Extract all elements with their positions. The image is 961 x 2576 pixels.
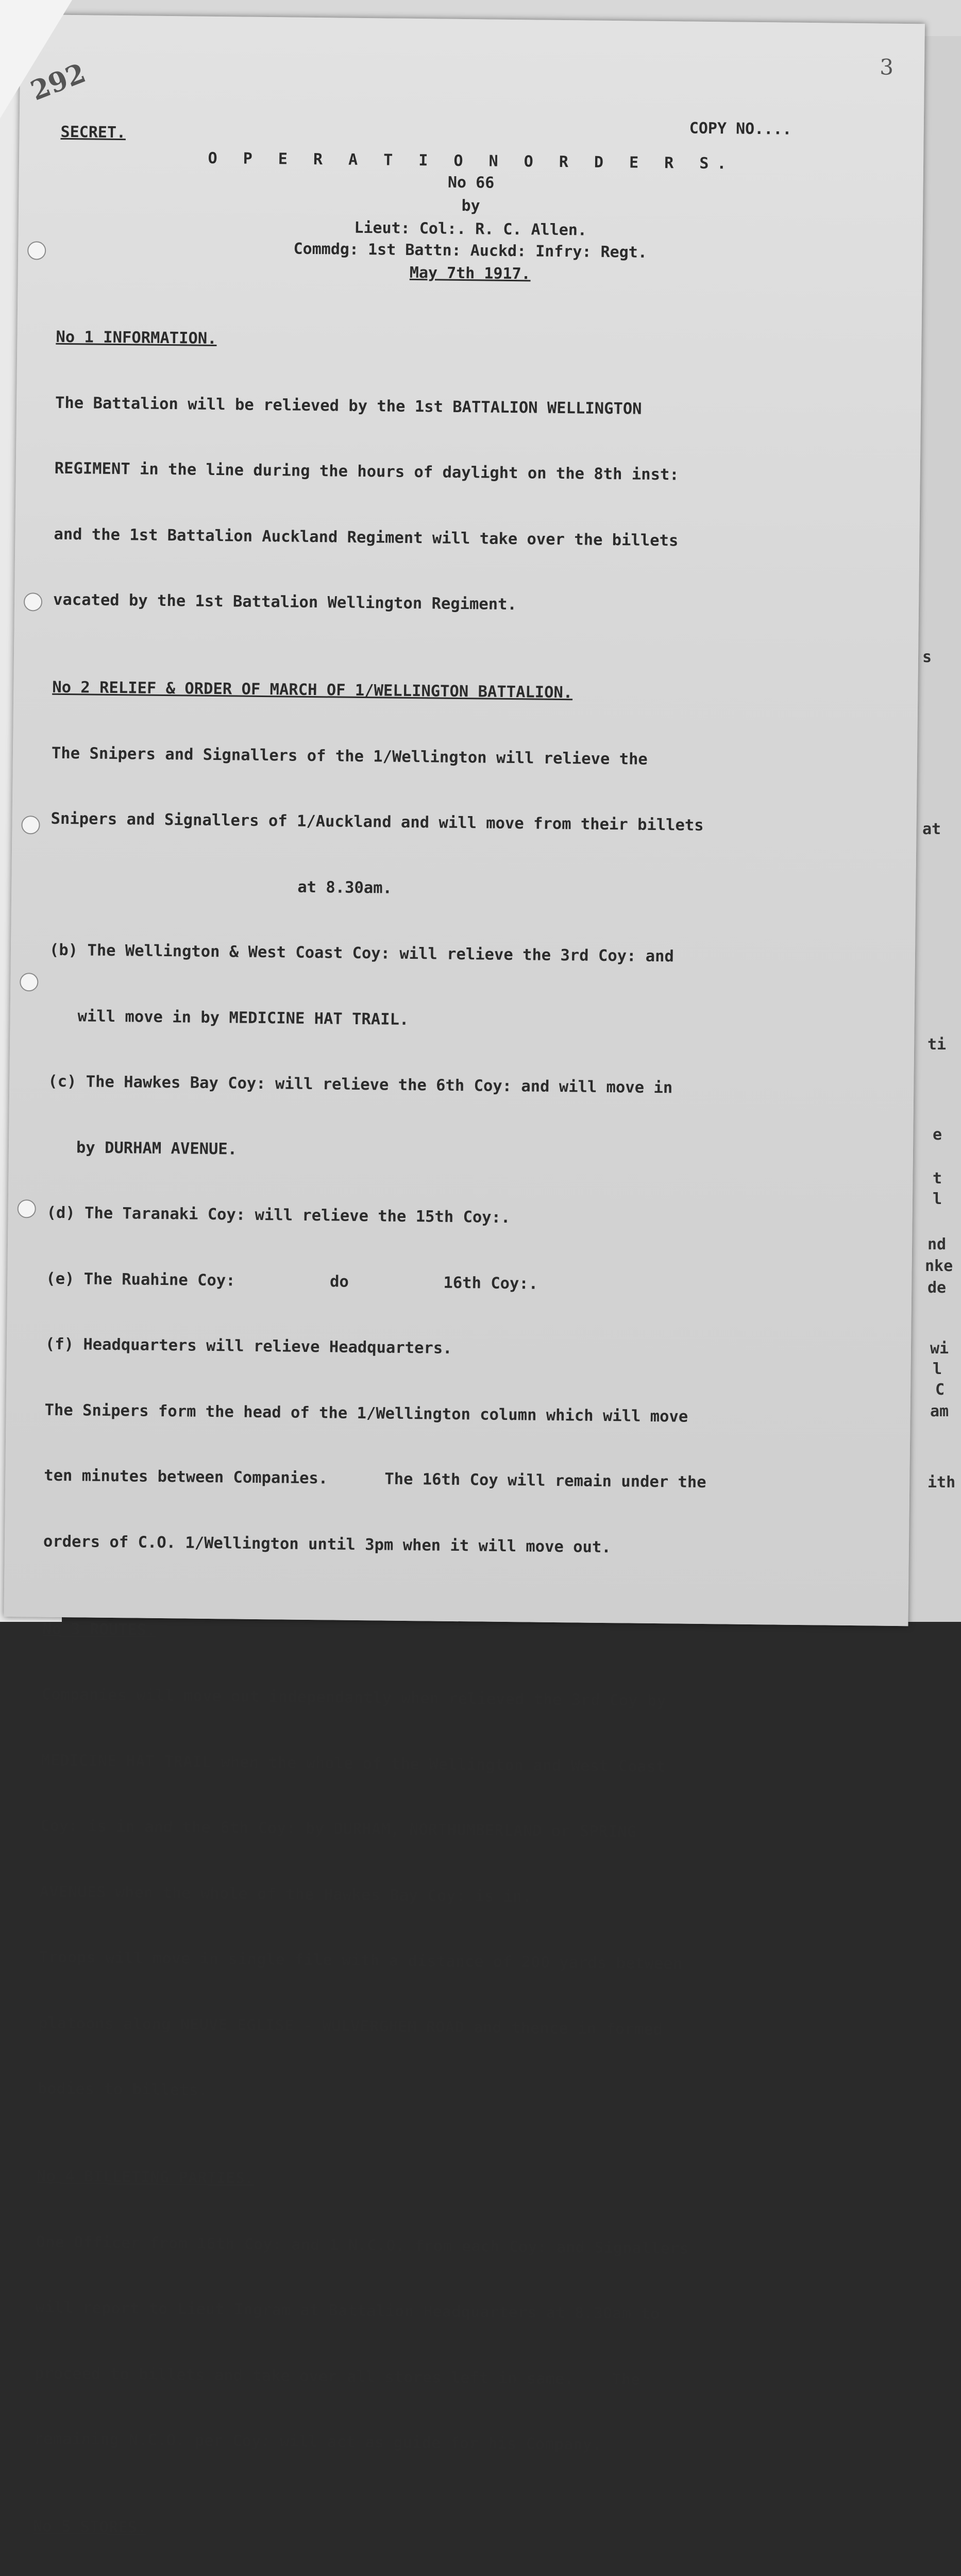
list-item: (f) Headquarters will relieve Headquarters. <box>45 1335 452 1358</box>
by-line: by <box>461 196 480 215</box>
classification-label: SECRET. <box>60 123 126 142</box>
list-item: (e) The Ruahine Coy: do 16th Coy:. <box>46 1269 538 1293</box>
margin-fragment: at <box>922 820 941 838</box>
text-line: bodies to billets. <box>37 2079 208 2100</box>
issuing-unit: Commdg: 1st Battn: Auckd: Infry: Regt. <box>293 240 648 262</box>
text-line: Companies will move out independantly when relieved the 3rd Coy by <box>41 1685 666 1710</box>
text-line: The Snipers form the head of the 1/Wellington column which will move <box>44 1401 688 1426</box>
text-line: Troops will move in single file with a distance of 200 yards between <box>39 1948 683 1973</box>
list-item: (c) The Hawkes Bay Coy: will relieve the 6th Coy: and will move in <box>48 1072 673 1097</box>
margin-fragment: am <box>930 1402 949 1420</box>
text-line: at 8.30am. <box>297 878 393 897</box>
margin-fragment: l <box>933 1360 942 1378</box>
margin-fragment: s <box>922 648 932 666</box>
text-line: proceed to billets and take over all stores left in same. The <box>34 2364 640 2389</box>
text-line: One Officer from 16th Coy: and 1 N.C.O. from each Coy: and Signallers <box>36 2233 689 2258</box>
list-item: (b) The Wellington & West Coast Coy: will relieve the 3rd Coy: and <box>49 941 675 966</box>
section-heading: No 4 BILLETING PARTIES. <box>36 2167 255 2188</box>
text-line: orders of C.O. 1/Wellington until 3pm when it will move out. <box>43 1532 611 1556</box>
margin-fragment: ith <box>928 1473 956 1492</box>
margin-fragment: de <box>928 1279 947 1297</box>
text-line: The Snipers and Signallers of the 1/Wellington will relieve the <box>51 744 648 769</box>
margin-fragment: l <box>933 1190 942 1208</box>
section-heading: No 3 ROUTES. <box>42 1620 156 1639</box>
text-line: will report to Lieut Ingram at Battalion Headquarters at 8.30am to <box>35 2298 660 2324</box>
text-line: and the 1st Battalion Auckland Regiment will take over the billets <box>54 525 679 550</box>
issuing-officer: Lieut: Col:. R. C. Allen. <box>354 218 587 240</box>
text-line: ten minutes between Companies. The 16th Coy will remain under the <box>44 1466 706 1492</box>
text-line: The Battalion will be relieved by the 1st BATTALION WELLINGTON <box>55 394 642 418</box>
list-item-continued: will move in by MEDICINE HAT TRAIL. <box>77 1007 409 1029</box>
text-line: REGIMENT in the line during the hours of daylight on the 8th inst: <box>54 459 679 484</box>
order-date: May 7th 1917. <box>409 263 531 283</box>
punch-hole <box>21 816 40 834</box>
punch-hole <box>24 592 42 611</box>
copy-number: COPY NO.... <box>689 119 792 139</box>
margin-fragment: nke <box>925 1257 953 1275</box>
punch-hole <box>20 973 38 991</box>
section-heading: No 5 STORES. <box>32 2517 147 2537</box>
list-item-continued: by DURHAM AVENUE. <box>76 1138 238 1159</box>
margin-fragment: ti <box>928 1036 947 1054</box>
text-line: platoons along NEUVE EGLISE - WULVERGHEM ROAD and thence in formed <box>38 2014 663 2039</box>
document-page <box>4 14 924 2537</box>
text-line: vacated by the 1st Battalion Wellington Regiment. <box>53 590 517 614</box>
margin-fragment: wi <box>930 1340 949 1358</box>
folio-number: 292 <box>26 57 90 107</box>
margin-fragment: nd <box>928 1235 947 1253</box>
section-heading: No 2 RELIEF & ORDER OF MARCH OF 1/WELLINGTON BATTALION. <box>52 678 573 702</box>
text-line: Snipers and Signallers of 1/Auckland and will move from their billets <box>50 809 704 835</box>
section-heading: No 1 INFORMATION. <box>56 328 217 348</box>
text-line: MEDICINE HAT TRAIL when the whole of the Wellington and West Coast <box>41 1751 666 1776</box>
order-body <box>12 283 902 2576</box>
text-line: remaining N.C.O. per Coy: will act as guide for his Company. <box>33 2430 602 2454</box>
list-item: (d) The Taranaki Coy: will relieve the 15th Coy:. <box>46 1204 511 1227</box>
punch-hole <box>18 1199 36 1218</box>
text-line: AVENUES when the whole of the Hawkes Bay Coy: is in. <box>39 1883 532 1906</box>
text-line: Coy: is in and the 6th Coy: by DURHAM, NORTHUMBERLAND or SPRING <box>40 1817 637 1841</box>
document-title: O P E R A T I O N O R D E R S. <box>208 149 735 173</box>
margin-fragment: C <box>935 1381 945 1399</box>
order-number: No 66 <box>447 173 495 192</box>
margin-fragment: e <box>933 1126 942 1144</box>
corner-mark: 3 <box>880 54 894 80</box>
margin-fragment: t <box>933 1170 942 1188</box>
